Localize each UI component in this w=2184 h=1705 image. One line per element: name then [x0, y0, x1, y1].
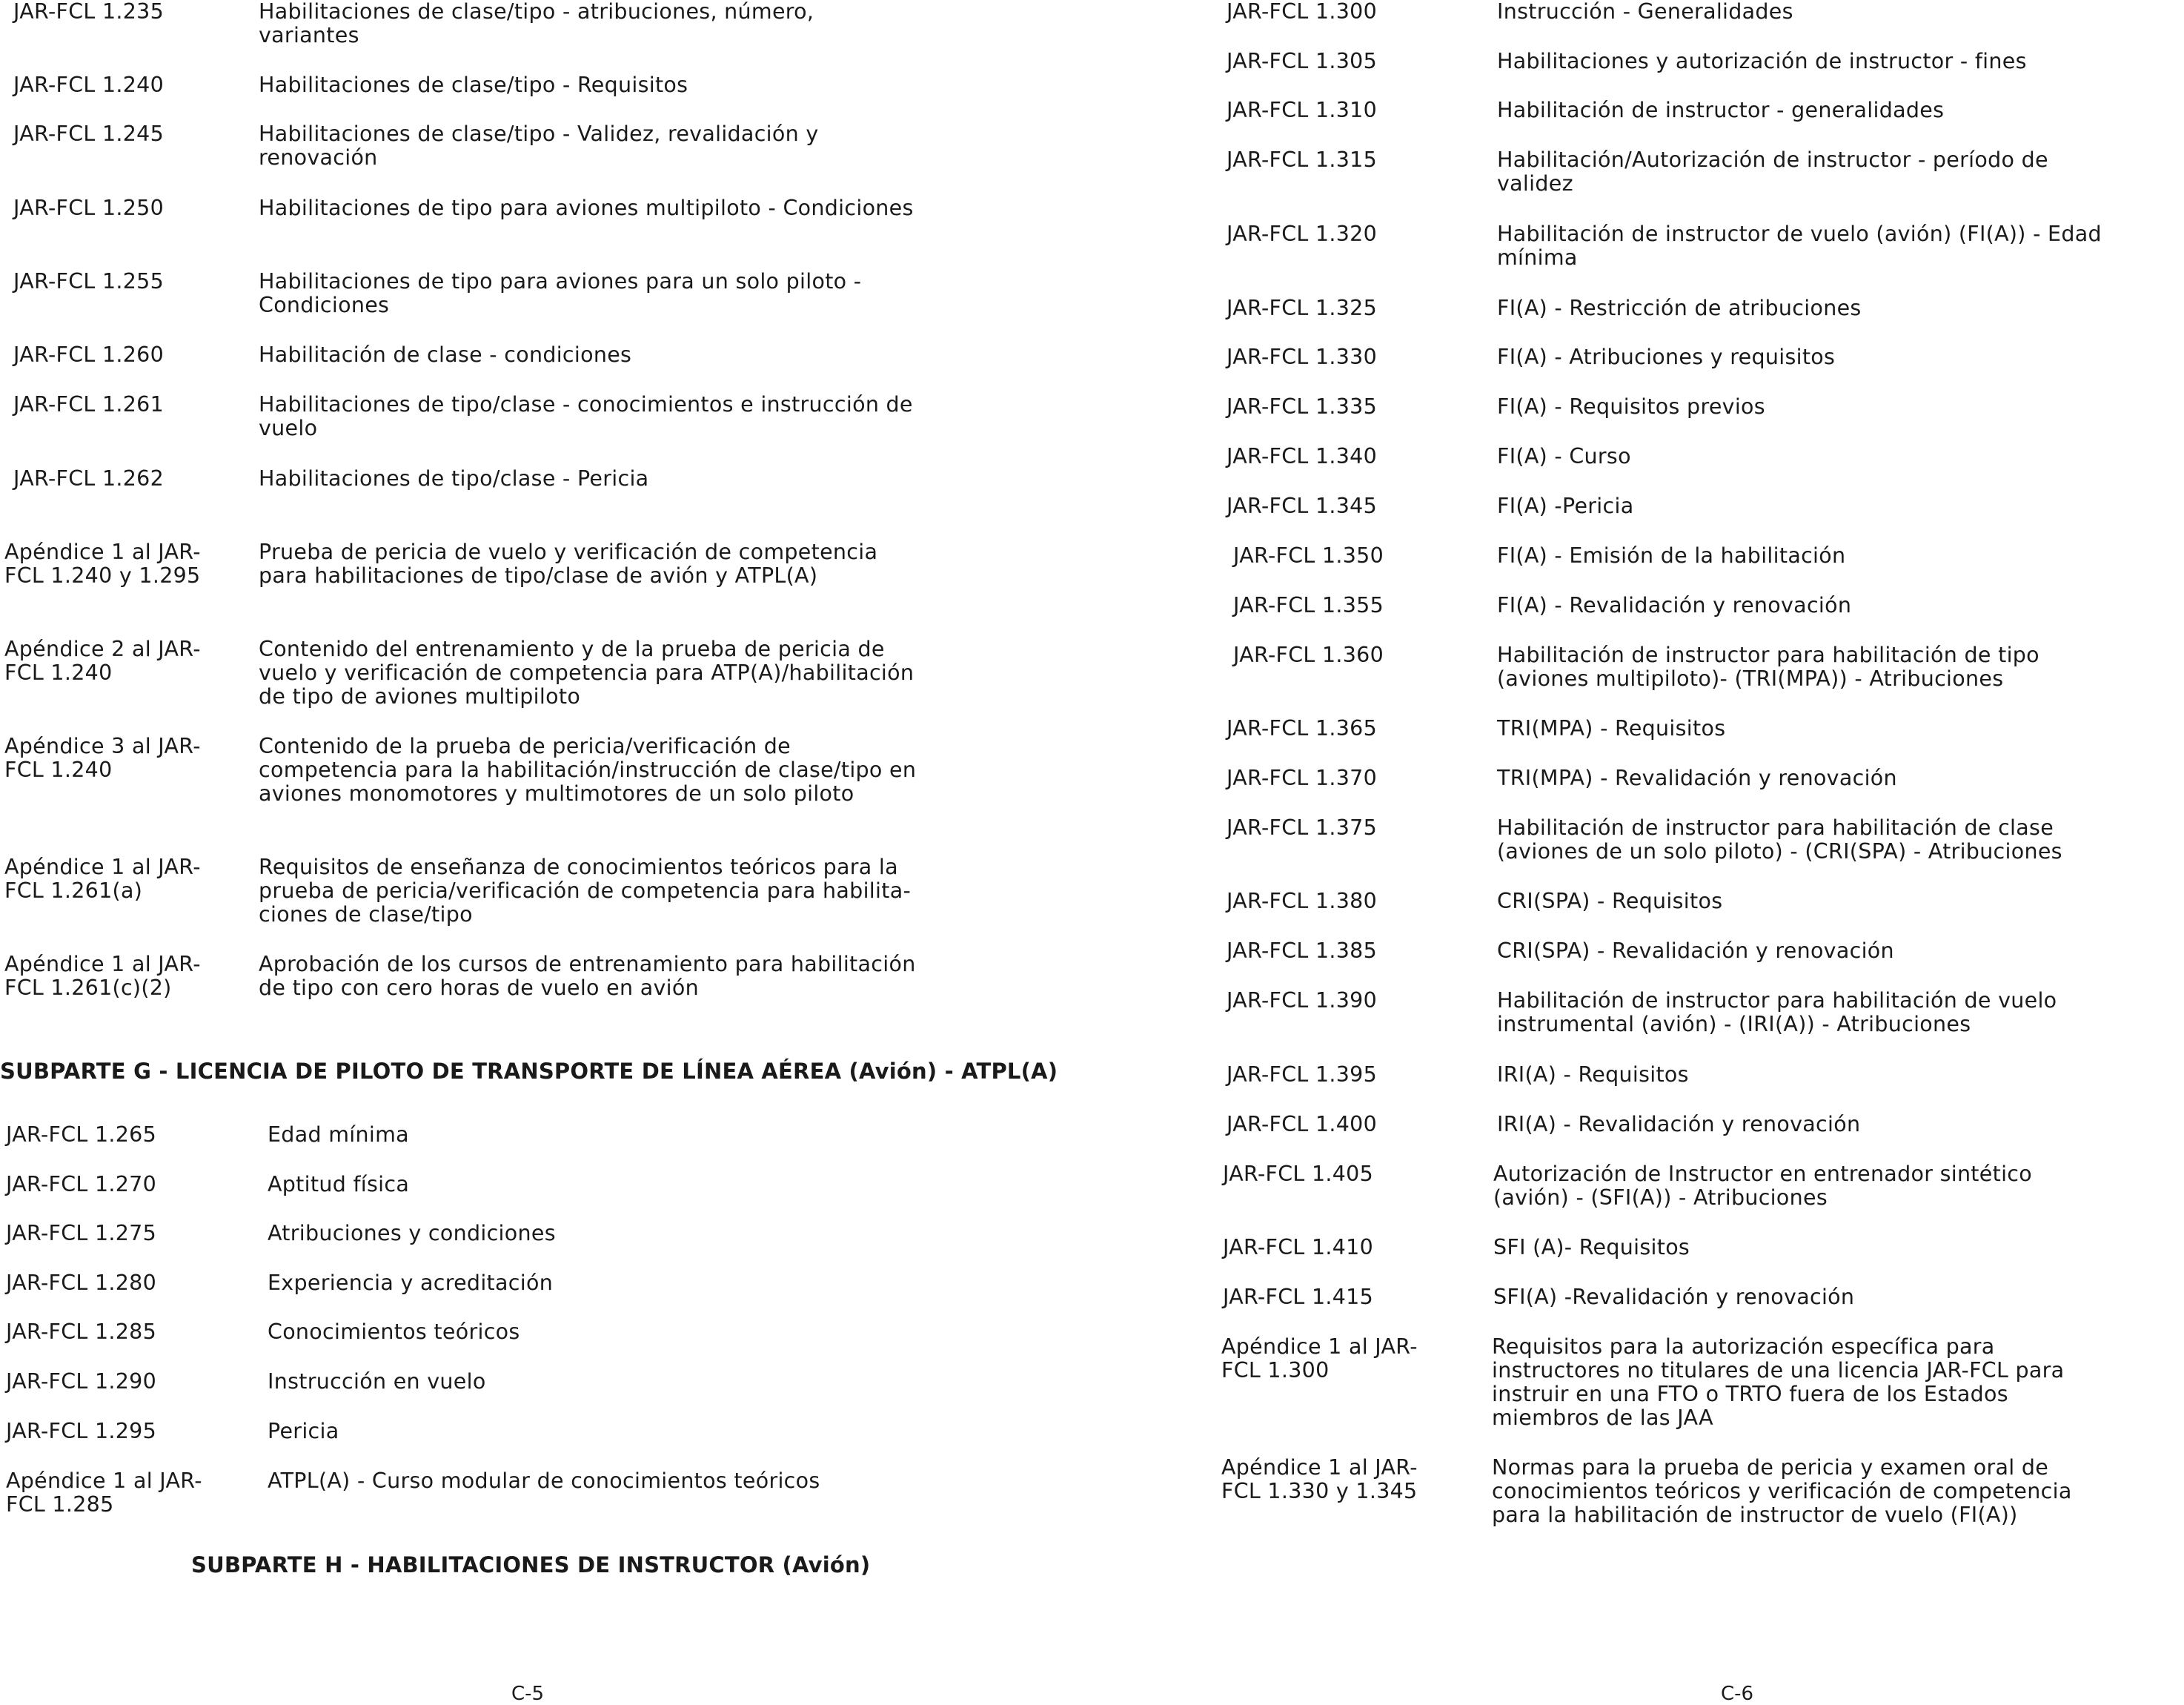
entry-description: SFI(A) -Revalidación y renovación — [1493, 1285, 1855, 1309]
entry-code: JAR-FCL 1.345 — [1227, 494, 1378, 518]
entry-code: Apéndice 1 al JAR- FCL 1.261(c)(2) — [4, 952, 201, 1000]
entry-description: Habilitación/Autorización de instructor - período de validez — [1497, 148, 2048, 196]
entry-description: FI(A) - Restricción de atribuciones — [1497, 296, 1862, 320]
entry-code: JAR-FCL 1.280 — [6, 1271, 157, 1295]
entry-description: Conocimientos teóricos — [268, 1320, 520, 1344]
entry-description: Habilitaciones de clase/tipo - Requisitos — [259, 73, 688, 97]
entry-description: Habilitación de instructor para habilitación de vuelo instrumental (avión) - (IRI(A)) - Atribuciones — [1497, 988, 2057, 1036]
entry-code: JAR-FCL 1.262 — [13, 466, 165, 491]
entry-description: Edad mínima — [268, 1122, 409, 1147]
entry-code: JAR-FCL 1.360 — [1233, 643, 1384, 667]
subpart-h-heading: SUBPARTE H - HABILITACIONES DE INSTRUCTOR (Avión) — [191, 1552, 871, 1577]
entry-description: Habilitaciones de tipo/clase - Pericia — [259, 466, 649, 491]
entry-code: Apéndice 1 al JAR- FCL 1.330 y 1.345 — [1221, 1455, 1418, 1503]
entry-description: ATPL(A) - Curso modular de conocimientos teóricos — [268, 1469, 820, 1493]
entry-description: Habilitaciones de clase/tipo - Validez, revalidación y renovación — [259, 122, 819, 170]
entry-description: IRI(A) - Revalidación y renovación — [1497, 1112, 1861, 1136]
entry-description: CRI(SPA) - Requisitos — [1497, 889, 1723, 913]
entry-code: JAR-FCL 1.295 — [6, 1419, 157, 1443]
entry-description: Contenido del entrenamiento y de la prueba de pericia de vuelo y verificación de competencia para ATP(A)/habilitación de tipo de aviones multipiloto — [259, 637, 915, 709]
entry-description: Aptitud física — [268, 1172, 410, 1196]
entry-code: JAR-FCL 1.260 — [13, 342, 165, 367]
entry-description: Prueba de pericia de vuelo y verificación de competencia para habilitaciones de tipo/clase de avión y ATPL(A) — [259, 540, 878, 588]
entry-description: Requisitos de enseñanza de conocimientos teóricos para la prueba de pericia/verificación de competencia para habilita-ciones de clase/tipo — [259, 855, 912, 927]
entry-code: JAR-FCL 1.385 — [1227, 938, 1378, 963]
entry-code: JAR-FCL 1.355 — [1233, 593, 1384, 618]
entry-description: Habilitaciones de clase/tipo - atribuciones, número, variantes — [259, 0, 814, 47]
entry-description: FI(A) - Atribuciones y requisitos — [1497, 345, 1836, 369]
entry-description: Normas para la prueba de pericia y examen oral de conocimientos teóricos y verificación de competencia para la habilitación de instructor de vuelo (FI(A)) — [1492, 1455, 2072, 1527]
entry-code: JAR-FCL 1.380 — [1227, 889, 1378, 913]
entry-description: TRI(MPA) - Requisitos — [1497, 716, 1726, 741]
page-number: C-6 — [1721, 1683, 1754, 1705]
entry-code: JAR-FCL 1.365 — [1227, 716, 1378, 741]
entry-code: JAR-FCL 1.315 — [1227, 148, 1378, 172]
entry-description: Habilitaciones y autorización de instructor - fines — [1497, 49, 2027, 73]
entry-description: Habilitación de instructor para habilitación de tipo (aviones multipiloto)- (TRI(MPA)) - Atribuciones — [1497, 643, 2039, 691]
entry-code: JAR-FCL 1.370 — [1227, 766, 1378, 790]
entry-code: JAR-FCL 1.350 — [1233, 543, 1384, 568]
entry-description: Requisitos para la autorización específica para instructores no titulares de una licencia JAR-FCL para instruir en una FTO o TRTO fuera de los Estados miembros de las JAA — [1492, 1334, 2065, 1430]
left-page — [0, 0, 1089, 1705]
entry-code: JAR-FCL 1.405 — [1223, 1162, 1374, 1186]
entry-description: Aprobación de los cursos de entrenamiento para habilitación de tipo con cero horas de vuelo en avión — [259, 952, 916, 1000]
entry-description: Autorización de Instructor en entrenador sintético (avión) - (SFI(A)) - Atribuciones — [1493, 1162, 2033, 1210]
entry-code: JAR-FCL 1.300 — [1227, 0, 1378, 24]
entry-code: JAR-FCL 1.290 — [6, 1369, 157, 1394]
entry-description: FI(A) - Revalidación y renovación — [1497, 593, 1852, 618]
entry-code: JAR-FCL 1.285 — [6, 1320, 157, 1344]
entry-code: Apéndice 1 al JAR- FCL 1.300 — [1221, 1334, 1418, 1383]
entry-description: Pericia — [268, 1419, 339, 1443]
entry-description: Habilitación de instructor de vuelo (avión) (FI(A)) - Edad mínima — [1497, 222, 2102, 270]
entry-description: Habilitación de clase - condiciones — [259, 342, 632, 367]
entry-code: JAR-FCL 1.305 — [1227, 49, 1378, 73]
entry-description: Habilitaciones de tipo para aviones multipiloto - Condiciones — [259, 196, 914, 220]
entry-code: JAR-FCL 1.375 — [1227, 815, 1378, 840]
entry-code: JAR-FCL 1.265 — [6, 1122, 157, 1147]
right-page — [1186, 0, 2184, 1705]
entry-description: Habilitaciones de tipo para aviones para un solo piloto - Condiciones — [259, 269, 862, 317]
entry-description: Habilitación de instructor - generalidades — [1497, 98, 1945, 122]
entry-description: Habilitaciones de tipo/clase - conocimientos e instrucción de vuelo — [259, 392, 913, 440]
entry-code: JAR-FCL 1.270 — [6, 1172, 157, 1196]
entry-code: JAR-FCL 1.390 — [1227, 988, 1378, 1013]
page-number: C-5 — [511, 1683, 545, 1705]
entry-description: Instrucción - Generalidades — [1497, 0, 1793, 24]
subpart-g-heading: SUBPARTE G - LICENCIA DE PILOTO DE TRANSPORTE DE LÍNEA AÉREA (Avión) - ATPL(A) — [0, 1059, 1058, 1084]
entry-code: JAR-FCL 1.320 — [1227, 222, 1378, 246]
entry-code: Apéndice 1 al JAR- FCL 1.285 — [6, 1469, 202, 1517]
entry-code: Apéndice 2 al JAR- FCL 1.240 — [4, 637, 201, 685]
entry-description: FI(A) - Curso — [1497, 444, 1631, 469]
entry-description: CRI(SPA) - Revalidación y renovación — [1497, 938, 1894, 963]
entry-code: JAR-FCL 1.340 — [1227, 444, 1378, 469]
entry-description: Habilitación de instructor para habilitación de clase (aviones de un solo piloto) - (CRI(SPA) - Atribuciones — [1497, 815, 2062, 864]
entry-description: FI(A) - Requisitos previos — [1497, 394, 1765, 419]
entry-code: JAR-FCL 1.330 — [1227, 345, 1378, 369]
entry-code: JAR-FCL 1.310 — [1227, 98, 1378, 122]
entry-description: Atribuciones y condiciones — [268, 1221, 556, 1245]
entry-code: JAR-FCL 1.255 — [13, 269, 165, 294]
entry-description: Contenido de la prueba de pericia/verificación de competencia para la habilitación/instrucción de clase/tipo en aviones monomotores y multimotores de un solo piloto — [259, 734, 917, 806]
entry-code: JAR-FCL 1.335 — [1227, 394, 1378, 419]
entry-code: JAR-FCL 1.325 — [1227, 296, 1378, 320]
entry-code: JAR-FCL 1.395 — [1227, 1062, 1378, 1087]
entry-code: Apéndice 3 al JAR- FCL 1.240 — [4, 734, 201, 782]
entry-description: IRI(A) - Requisitos — [1497, 1062, 1689, 1087]
entry-code: JAR-FCL 1.400 — [1227, 1112, 1378, 1136]
entry-code: JAR-FCL 1.240 — [13, 73, 165, 97]
entry-description: TRI(MPA) - Revalidación y renovación — [1497, 766, 1897, 790]
entry-code: Apéndice 1 al JAR- FCL 1.240 y 1.295 — [4, 540, 201, 588]
entry-code: JAR-FCL 1.275 — [6, 1221, 157, 1245]
entry-description: Experiencia y acreditación — [268, 1271, 554, 1295]
entry-description: SFI (A)- Requisitos — [1493, 1235, 1690, 1259]
entry-code: JAR-FCL 1.250 — [13, 196, 165, 220]
entry-code: JAR-FCL 1.245 — [13, 122, 165, 146]
entry-code: JAR-FCL 1.415 — [1223, 1285, 1374, 1309]
entry-code: JAR-FCL 1.261 — [13, 392, 165, 417]
entry-description: FI(A) - Emisión de la habilitación — [1497, 543, 1846, 568]
entry-description: FI(A) -Pericia — [1497, 494, 1634, 518]
entry-code: Apéndice 1 al JAR- FCL 1.261(a) — [4, 855, 201, 903]
entry-description: Instrucción en vuelo — [268, 1369, 486, 1394]
entry-code: JAR-FCL 1.410 — [1223, 1235, 1374, 1259]
entry-code: JAR-FCL 1.235 — [13, 0, 165, 24]
